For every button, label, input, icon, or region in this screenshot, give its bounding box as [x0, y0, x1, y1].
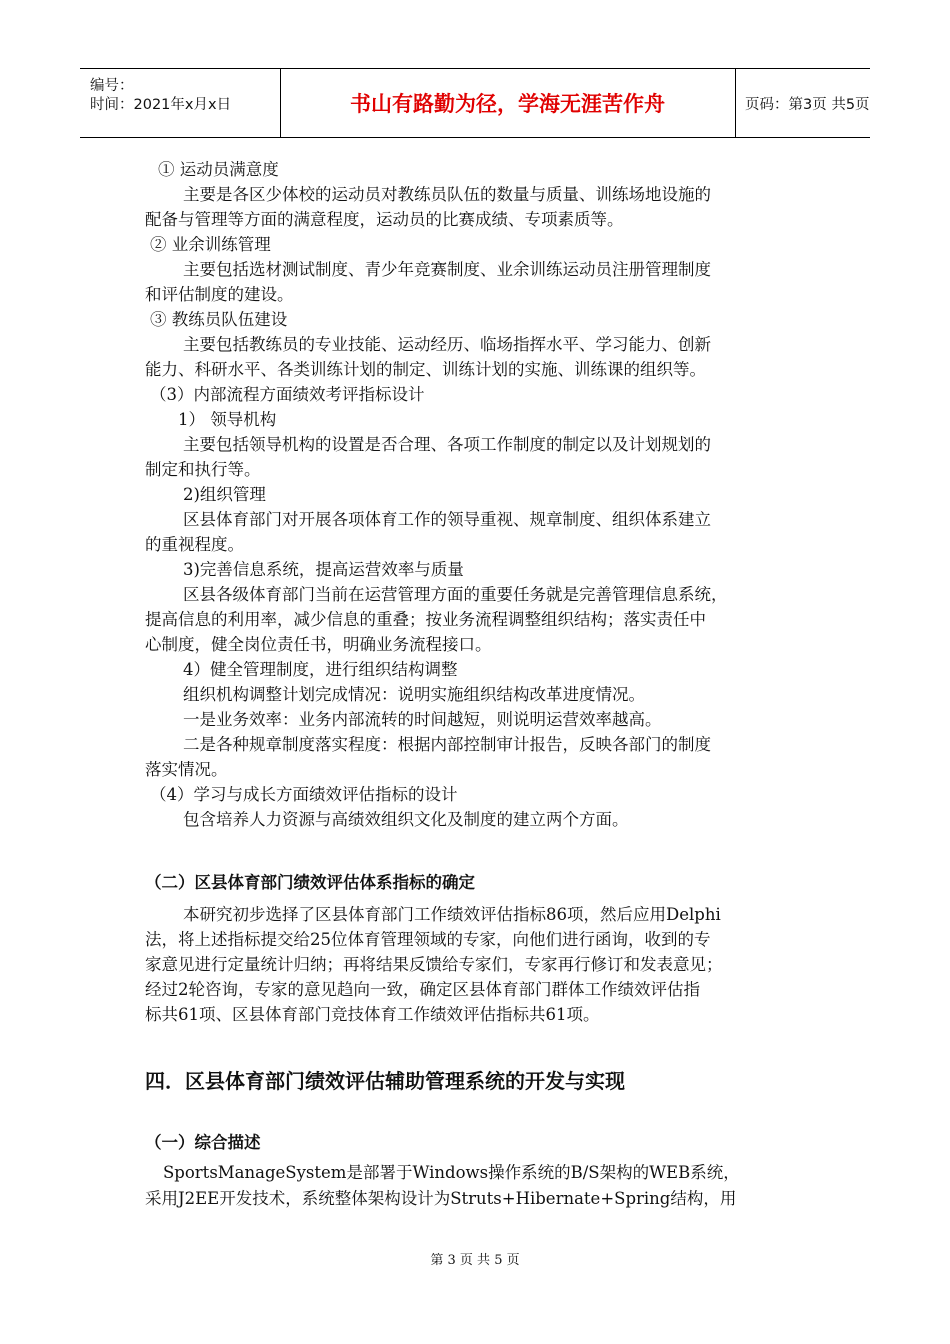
paragraph-line: 能力、科研水平、各类训练计划的制定、训练计划的实施、训练课的组织等。: [145, 360, 706, 379]
paragraph-line: 主要包括选材测试制度、青少年竞赛制度、业余训练运动员注册管理制度: [183, 260, 711, 279]
header-motto: 书山有路勤为径，学海无涯苦作舟: [280, 69, 736, 137]
paragraph-line: 经过2轮咨询，专家的意见趋向一致，确定区县体育部门群体工作绩效评估指: [145, 980, 700, 999]
subheading-learning-growth: （4）学习与成长方面绩效评估指标的设计: [150, 785, 458, 804]
paragraph-line: 制定和执行等。: [145, 460, 261, 479]
paragraph-line: 区县体育部门对开展各项体育工作的领导重视、规章制度、组织体系建立: [183, 510, 711, 529]
paragraph-line: 主要是各区少体校的运动员对教练员队伍的数量与质量、训练场地设施的: [183, 185, 711, 204]
paragraph-line: 标共61项、区县体育部门竞技体育工作绩效评估指标共61项。: [145, 1005, 600, 1024]
paragraph-line: 提高信息的利用率，减少信息的重叠；按业务流程调整组织结构；落实责任中: [145, 610, 706, 629]
paragraph-line: 区县各级体育部门当前在运营管理方面的重要任务就是完善管理信息系统，: [183, 585, 728, 604]
paragraph-line: 组织机构调整计划完成情况：说明实施组织结构改革进度情况。: [183, 685, 645, 704]
paragraph-line: 本研究初步选择了区县体育部门工作绩效评估指标86项，然后应用Delphi: [183, 905, 721, 924]
paragraph-line: 包含培养人力资源与高绩效组织文化及制度的建立两个方面。: [183, 810, 629, 829]
page-header: [80, 68, 870, 138]
subheading-info-system: 3)完善信息系统，提高运营效率与质量: [183, 560, 464, 579]
paragraph-line: 和评估制度的建设。: [145, 285, 294, 304]
subheading-coach-team: ③ 教练员队伍建设: [150, 310, 288, 329]
subheading-leadership: 1） 领导机构: [178, 410, 277, 429]
paragraph-line: 的重视程度。: [145, 535, 244, 554]
page-footer: 第 3 页 共 5 页: [430, 1253, 520, 1268]
subheading-organization: 2)组织管理: [183, 485, 266, 504]
section-heading-indicator-determination: （二）区县体育部门绩效评估体系指标的确定: [145, 873, 475, 892]
paragraph-line: 家意见进行定量统计归纳；再将结果反馈给专家们，专家再行修订和发表意见；: [145, 955, 723, 974]
header-code-label: 编号：: [90, 78, 134, 94]
paragraph-line: 一是业务效率：业务内部流转的时间越短，则说明运营效率越高。: [183, 710, 662, 729]
section-heading-overview: （一）综合描述: [145, 1133, 261, 1152]
paragraph-line: 落实情况。: [145, 760, 228, 779]
header-page-info: 页码：第3页 共5页: [745, 96, 870, 113]
chapter-heading: 四．区县体育部门绩效评估辅助管理系统的开发与实现: [145, 1069, 625, 1093]
paragraph-line: 心制度，健全岗位责任书，明确业务流程接口。: [145, 635, 492, 654]
subheading-internal-process: （3）内部流程方面绩效考评指标设计: [150, 385, 425, 404]
paragraph-line: 采用J2EE开发技术，系统整体架构设计为Struts+Hibernate+Spring结构，用: [145, 1189, 737, 1208]
paragraph-line: 法，将上述指标提交给25位体育管理领域的专家，向他们进行函询，收到的专: [145, 930, 711, 949]
subheading-amateur-training: ② 业余训练管理: [150, 235, 271, 254]
subheading-management-system: 4）健全管理制度，进行组织结构调整: [183, 660, 458, 679]
subheading-athlete-satisfaction: ① 运动员满意度: [158, 160, 279, 179]
paragraph-line: 配备与管理等方面的满意程度，运动员的比赛成绩、专项素质等。: [145, 210, 624, 229]
paragraph-line: SportsManageSystem是部署于Windows操作系统的B/S架构的WEB系统，: [163, 1163, 740, 1182]
paragraph-line: 主要包括教练员的专业技能、运动经历、临场指挥水平、学习能力、创新: [183, 335, 711, 354]
header-date: 时间：2021年x月x日: [90, 97, 232, 113]
paragraph-line: 二是各种规章制度落实程度：根据内部控制审计报告，反映各部门的制度: [183, 735, 711, 754]
header-info-cell: [80, 69, 281, 137]
paragraph-line: 主要包括领导机构的设置是否合理、各项工作制度的制定以及计划规划的: [183, 435, 711, 454]
